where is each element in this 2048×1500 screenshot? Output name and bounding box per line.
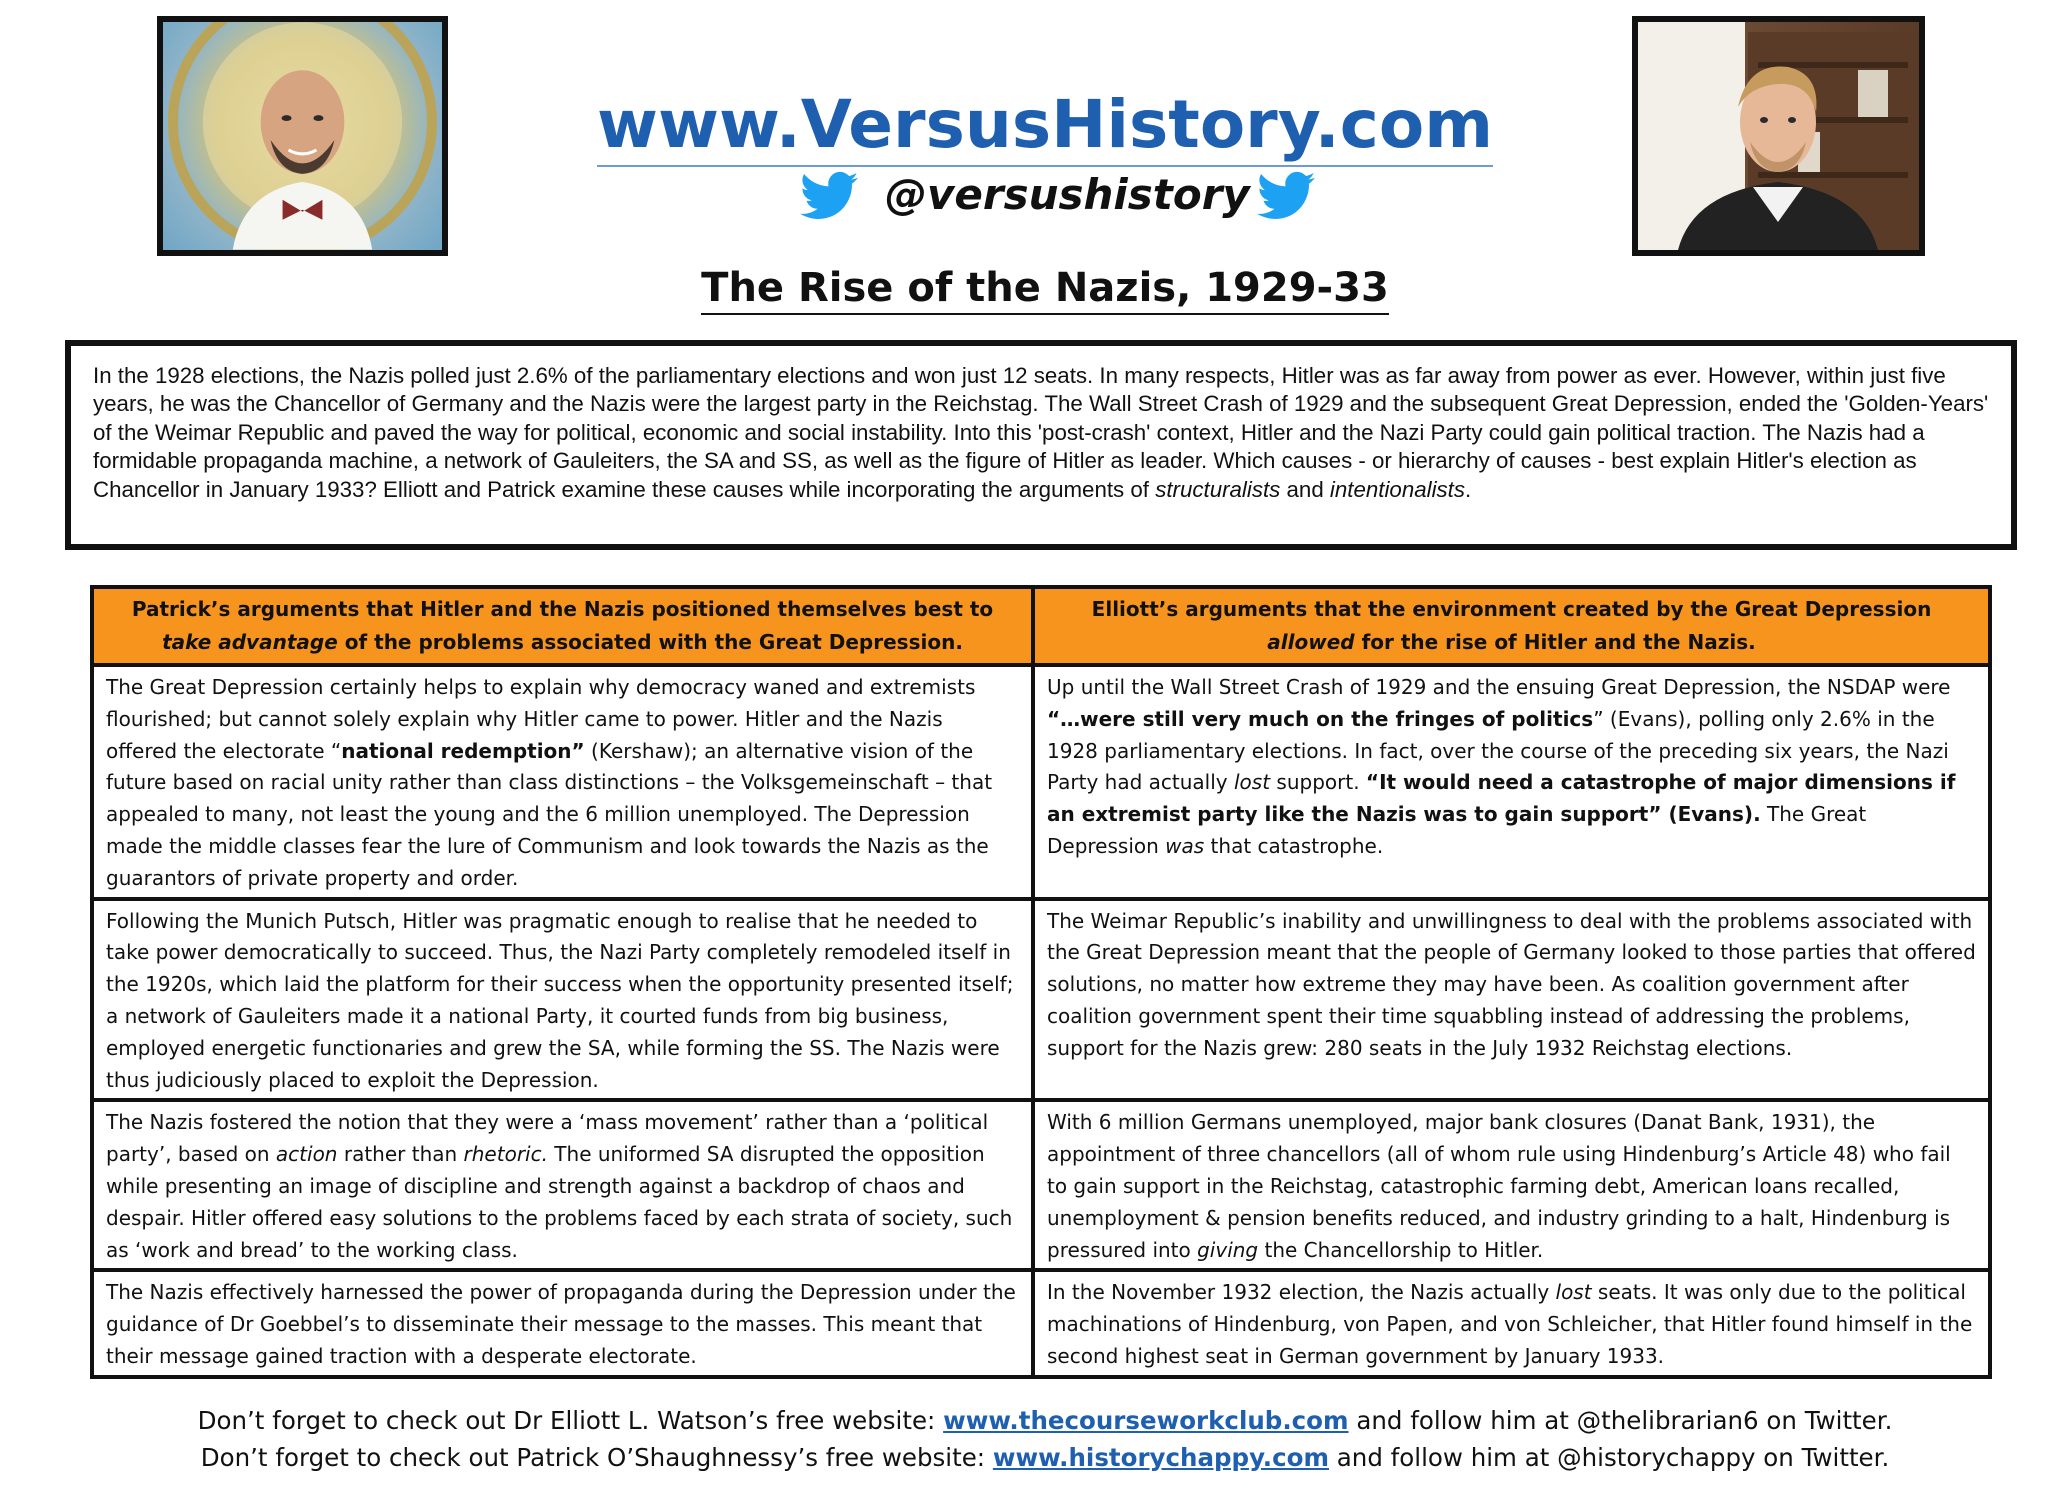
column-header-patrick: Patrick’s arguments that Hitler and the Nazis positioned themselves best to take advantage of the problems associated with the Great Depression. [92, 587, 1033, 665]
twitter-row [800, 168, 1315, 228]
twitter-handle[interactable]: @versushistory [885, 170, 1250, 219]
argument-cell-patrick: The Nazis fostered the notion that they were a ‘mass movement’ rather than a ‘political party’, based on action rather than rhetoric. The uniformed SA disrupted the opposition while presenting an image of discipline and strength against a backdrop of chaos and despair. Hitler offered easy solutions to the problems faced by each strata of society, such as ‘work and bread’ to the working class. [92, 1100, 1033, 1270]
table-row [92, 1270, 1990, 1376]
history-chappy-link[interactable]: www.historychappy.com [992, 1443, 1329, 1472]
table-row [92, 665, 1990, 899]
arguments-table [90, 585, 1992, 1379]
twitter-bird-icon [800, 170, 858, 222]
table-row [92, 899, 1990, 1101]
argument-cell-elliott: Up until the Wall Street Crash of 1929 and the ensuing Great Depression, the NSDAP were “…were still very much on the fringes of politics” (Evans), polling only 2.6% in the 1928 parliamentary elections. In fact, over the course of the preceding six years, the Nazi Party had actually lost support. “It would need a catastrophe of major dimensions if an extremist party like the Nazis was to gain support” (Evans). The Great Depression was that catastrophe. [1033, 665, 1990, 899]
argument-cell-patrick: The Nazis effectively harnessed the power of propaganda during the Depression under the guidance of Dr Goebbel’s to disseminate their message to the masses. This meant that their message gained traction with a desperate electorate. [92, 1270, 1033, 1376]
page-title: The Rise of the Nazis, 1929-33 [0, 265, 2048, 311]
footer-line-patrick: Don’t forget to check out Patrick O’Shaughnessy’s free website: www.historychappy.com and follow him at @historychappy on Twitter. [200, 1443, 1890, 1472]
table-row [92, 1100, 1990, 1270]
argument-cell-elliott: With 6 million Germans unemployed, major bank closures (Danat Bank, 1931), the appointment of three chancellors (all of whom rule using Hindenburg’s Article 48) who fail to gain support in the Reichstag, catastrophic farming debt, American loans recalled, unemployment & pension benefits reduced, and industry grinding to a halt, Hindenburg is pressured into giving the Chancellorship to Hitler. [1033, 1100, 1990, 1270]
argument-cell-patrick: Following the Munich Putsch, Hitler was pragmatic enough to realise that he needed to take power democratically to succeed. Thus, the Nazi Party completely remodeled itself in the 1920s, which laid the platform for their success when the opportunity presented itself; a network of Gauleiters made it a national Party, it courted funds from big business, employed energetic functionaries and grew the SA, while forming the SS. The Nazis were thus judiciously placed to exploit the Depression. [92, 899, 1033, 1101]
footer-line-elliott: Don’t forget to check out Dr Elliott L. Watson’s free website: www.thecourseworkclub.com and follow him at @thelibrarian6 on Twitter. [197, 1406, 1893, 1435]
column-header-elliott: Elliott’s arguments that the environment created by the Great Depression allowed for the rise of Hitler and the Nazis. [1033, 587, 1990, 665]
footer [0, 1402, 2048, 1476]
coursework-club-link[interactable]: www.thecourseworkclub.com [943, 1406, 1349, 1435]
argument-cell-patrick: The Great Depression certainly helps to explain why democracy waned and extremists flourished; but cannot solely explain why Hitler came to power. Hitler and the Nazis offered the electorate “national redemption” (Kershaw); an alternative vision of the future based on racial unity rather than class distinctions – the Volksgemeinschaft – that appealed to many, not least the young and the 6 million unemployed. The Depression made the middle classes fear the lure of Communism and look towards the Nazis as the guarantors of private property and order. [92, 665, 1033, 899]
argument-cell-elliott: The Weimar Republic’s inability and unwillingness to deal with the problems associated with the Great Depression meant that the people of Germany looked to those parties that offered solutions, no matter how extreme they may have been. As coalition government after coalition government spent their time squabbling instead of addressing the problems, support for the Nazis grew: 280 seats in the July 1932 Reichstag elections. [1033, 899, 1990, 1101]
intro-paragraph: In the 1928 elections, the Nazis polled just 2.6% of the parliamentary elections and won just 12 seats. In many respects, Hitler was as far away from power as ever. However, within just five years, he was the Chancellor of Germany and the Nazis were the largest party in the Reichstag. The Wall Street Crash of 1929 and the subsequent Great Depression, ended the 'Golden-Years' of the Weimar Republic and paved the way for political, economic and social instability. Into this 'post-crash' context, Hitler and the Nazi Party could gain political traction. The Nazis had a formidable propaganda machine, a network of Gauleiters, the SA and SS, as well as the figure of Hitler as leader. Which causes - or hierarchy of causes - best explain Hitler's election as Chancellor in January 1933? Elliott and Patrick examine these causes while incorporating the arguments of structuralists and intentionalists. [65, 340, 2017, 550]
twitter-bird-icon [1257, 170, 1315, 222]
argument-cell-elliott: In the November 1932 election, the Nazis actually lost seats. It was only due to the political machinations of Hindenburg, von Papen, and von Schleicher, that Hitler found himself in the second highest seat in German government by January 1933. [1033, 1270, 1990, 1376]
site-url[interactable]: www.VersusHistory.com [0, 86, 2048, 163]
